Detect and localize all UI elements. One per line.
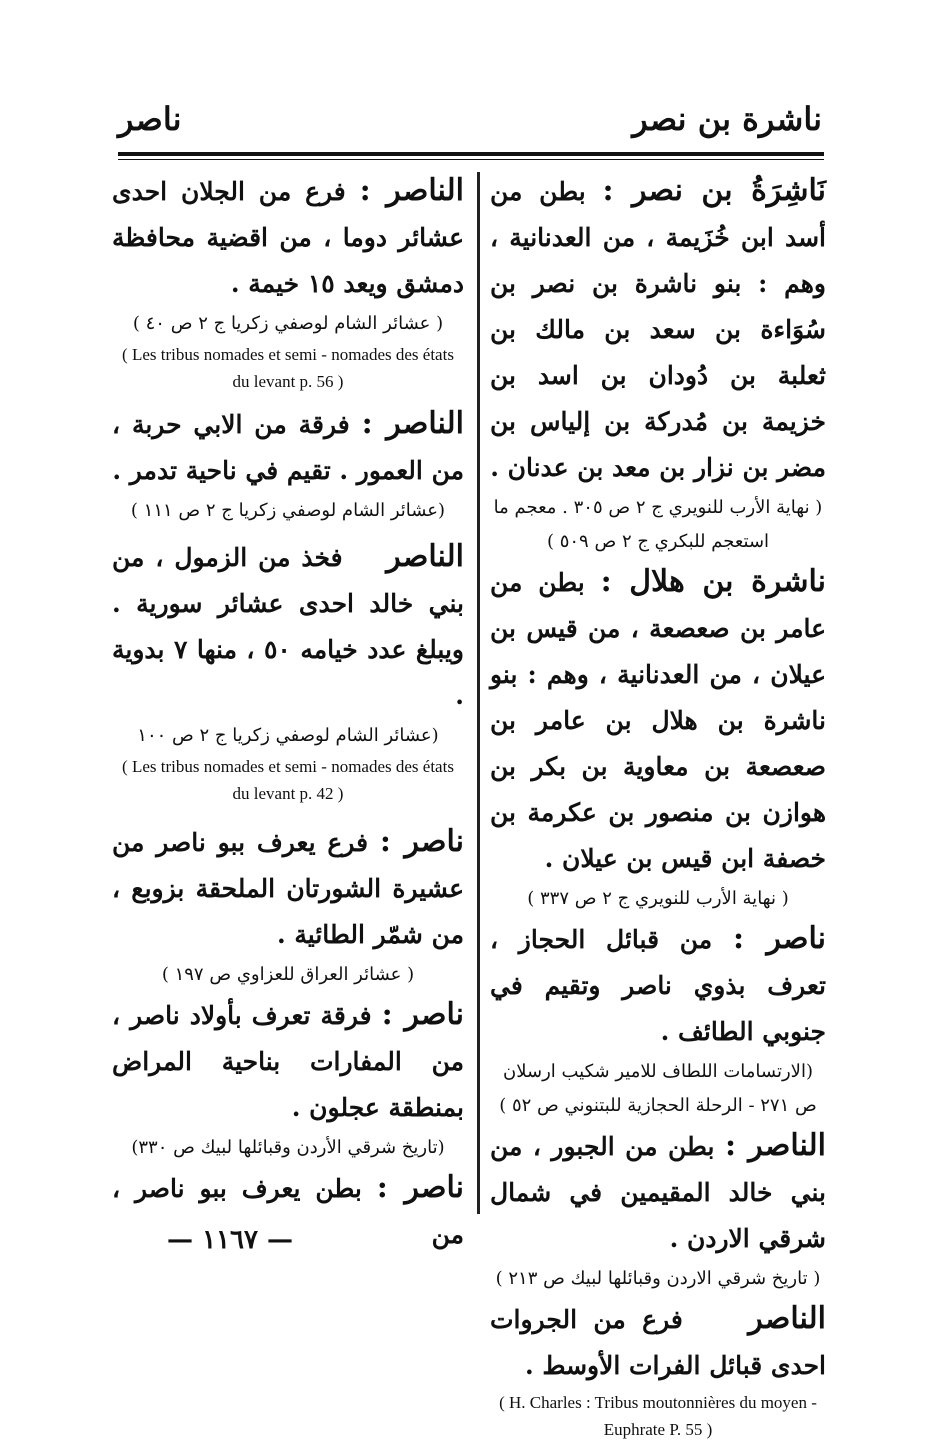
entry-al-nasir-jarawat [490, 1296, 826, 1389]
page-number: — ١١٦٧ — [167, 1225, 293, 1255]
source-citation: ( نهاية الأرب للنويري ج ٢ ص ٣٠٥ . معجم ما استعجم للبكري ج ٢ ص ٥٠٩ ) [493, 497, 823, 552]
source-citation: ( نهاية الأرب للنويري ج ٢ ص ٣٣٧ ) [527, 888, 789, 909]
entry-text: بطن من أسد ابن خُزَيمة ، من العدنانية ، وهم : بنو ناشرة بن نصر بن سُوَاءة بن سعد بن مالك بن ثعلبة بن دُودان بن اسد بن خزيمة بن مُدركة بن إلياس بن مضر بن نزار بن معد بن عدنان . [490, 177, 826, 482]
entry-al-nasir-zumul [112, 534, 464, 719]
source-citation: ( تاريخ شرقي الاردن وقبائلها لبيك ص ٢١٣ ) [495, 1268, 821, 1289]
entry-al-nasir-jubur [490, 1123, 826, 1262]
entry-nasir-shurtan [112, 819, 464, 958]
entry-nashira-bin-hilal [490, 559, 826, 882]
header-rule-thin [118, 159, 824, 160]
running-header-left: ناصر [118, 100, 182, 138]
entry-text: فرقة من الابي حربة ، من العمور . تقيم في ناحية تدمر . [112, 410, 464, 485]
entry-headword: الناصر [386, 539, 464, 574]
entry-text: بطن من عامر بن صعصعة ، من قيس بن عيلان ، من العدنانية ، وهم : بنو ناشرة بن هلال بن عامر بن صعصعة بن معاوية بن بكر بن هوازن بن منصور بن عكرمة بن خصفة ابن قيس بن عيلان . [490, 568, 826, 873]
entry-text: بطن من الجبور ، من بني خالد المقيمين في شمال شرقي الاردن . [490, 1132, 826, 1253]
source-citation: (تاريخ شرقي الأردن وقبائلها لبيك ص ٣٣٠) [131, 1137, 445, 1158]
entry-headword: الناصر [748, 1301, 826, 1336]
entry-text: فرع من الجلان احدى عشائر دوما ، من اقضية محافظة دمشق ويعد ١٥ خيمة . [112, 177, 464, 298]
entry-nasir-awlad-nasir [112, 992, 464, 1131]
left-column [112, 168, 464, 1258]
right-column [490, 168, 826, 1443]
source-citation: (عشائر الشام لوصفي زكريا ج ٢ ص ١٠٠ [137, 725, 439, 746]
source-citation-french: ( Les tribus nomades et semi - nomades des états du levant p. 42 ) [122, 757, 454, 803]
entry-headword: نَاشِرَةُ بن نصر : [602, 173, 826, 208]
source-citation-french: ( Les tribus nomades et semi - nomades des états du levant p. 56 ) [122, 345, 454, 391]
entry-nasir-hijaz [490, 916, 826, 1055]
running-header-right: ناشرة بن نصر [632, 100, 822, 138]
source-citation-french: ( H. Charles : Tribus moutonnières du moyen - Euphrate P. 55 ) [499, 1393, 817, 1439]
entry-al-nasir-jillan [112, 168, 464, 307]
source-citation: ( عشائر الشام لوصفي زكريا ج ٢ ص ٤٠ ) [132, 313, 444, 334]
entry-text: بطن يعرف ببو ناصر ، من [112, 1174, 464, 1249]
entry-al-nasir-abi-harba [112, 401, 464, 494]
entry-headword: ناصر : [376, 1170, 464, 1205]
entry-text: فرع يعرف ببو ناصر من عشيرة الشورتان الملحقة بزوبع ، من شمّر الطائية . [112, 828, 464, 949]
header-rule-thick [118, 152, 824, 156]
entry-nashira-bin-nasr [490, 168, 826, 491]
entry-headword: ناصر : [379, 824, 464, 859]
entry-headword: الناصر : [361, 406, 464, 441]
entry-text: فرقة تعرف بأولاد ناصر ، من المفارات بناحية المراض بمنطقة عجلون . [112, 1001, 464, 1122]
entry-text: فرع من الجروات احدى قبائل الفرات الأوسط . [490, 1305, 826, 1380]
entry-headword: الناصر : [359, 173, 464, 208]
source-citation: (الارتسامات اللطاف للامير شكيب ارسلان ص ٢٧١ - الرحلة الحجازية للبتنوني ص ٥٢ ) [499, 1061, 817, 1116]
entry-headword: ناصر : [732, 921, 826, 956]
entry-headword: الناصر : [725, 1128, 826, 1163]
source-citation: (عشائر الشام لوصفي زكريا ج ٢ ص ١١١ ) [130, 500, 446, 521]
entry-text: من قبائل الحجاز ، تعرف بذوي ناصر وتقيم في جنوبي الطائف . [490, 925, 826, 1046]
entry-headword: ناصر : [381, 997, 464, 1032]
entry-headword: ناشرة بن هلال : [600, 564, 827, 599]
column-divider [477, 172, 480, 1214]
source-citation: ( عشائر العراق للعزاوي ص ١٩٧ ) [161, 964, 415, 985]
entry-text: فخذ من الزمول ، من بني خالد احدى عشائر سورية . ويبلغ عدد خيامه ٥٠ ، منها ٧ بدوية . [112, 543, 464, 710]
